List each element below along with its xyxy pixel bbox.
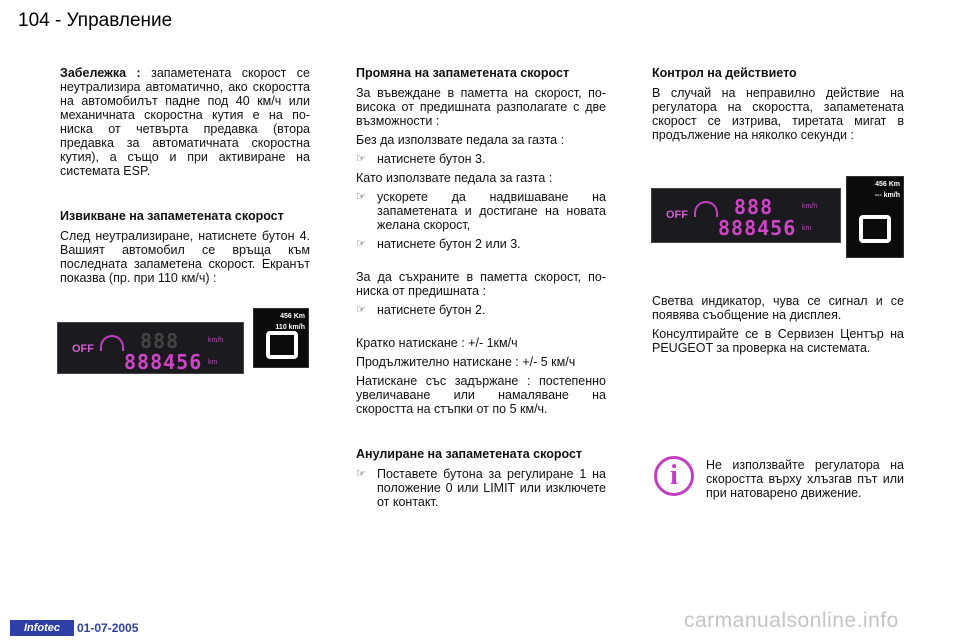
pointing-hand-icon: ☞ [356,304,366,316]
bullet-press-2-3-text: натиснете бутон 2 или 3. [377,237,521,251]
speed-limiter-icon: OFF [666,209,688,221]
note-paragraph [60,66,310,178]
indicator-text: Светва индикатор, чува се сигнал и се появява съобщение на дисплея. [652,294,904,322]
gear-display-1 [253,308,309,368]
header-separator: - [54,10,62,31]
digits-bottom: 888456 [718,216,797,240]
speed-limiter-icon: OFF [72,343,94,355]
bullet-cancel-text: Поставете бутона за регулиране 1 на положение 0 или LIMIT или изключете от контакт. [377,467,606,509]
mini-line-1: 456 Km [875,181,900,188]
control-heading: Контрол на действието [652,66,797,80]
consult-text: Консултирайте се в Сервизен Център на PEUGEOT за проверка на системата. [652,327,904,355]
pointing-hand-icon: ☞ [356,468,366,480]
drive-gear-icon [859,215,891,243]
change-intro: За въвеждане в паметта на скорост, по-висока от предишната разполагате с две възможности : [356,86,606,128]
speedometer-icon [694,201,718,217]
digits-top: 888 [734,195,774,219]
gear-display-2 [846,176,904,258]
column-left [60,66,310,290]
drive-gear-icon [266,331,298,359]
unit-speed: km/h [208,337,224,344]
instrument-display-2 [651,188,841,243]
bullet-press-2 [356,303,606,317]
column-right [652,66,904,147]
unit-distance: km [208,359,218,366]
section-title: Управление [66,10,173,31]
bullet-accelerate-text: ускорете да надвишаване на запаметената и достигане на новата желана скорост, [377,190,606,232]
recall-heading: Извикване на запаметената скорост [60,209,284,223]
short-press-text: Кратко натискане : +/- 1км/ч [356,336,518,350]
bullet-accelerate [356,190,606,232]
change-heading: Промяна на запаметената скорост [356,66,570,80]
with-pedal-text: Като използвате педала за газта : [356,171,553,185]
bullet-cancel [356,467,606,509]
infotec-logo: Infotec [10,620,74,636]
pointing-hand-icon: ☞ [356,191,366,203]
long-press-text: Продължително натискане : +/- 5 км/ч [356,355,576,369]
column-right-lower [652,294,904,360]
bullet-press-2-text: натиснете бутон 2. [377,303,486,317]
bullet-press-2-3 [356,237,606,251]
warning-note: Не използвайте регулатора на скоростта върху хлъзгав път или при натоварено движение. [706,458,904,500]
hold-press-text: Натискане със задържане : постепенно увеличаване или намаляване на скоростта на стъпки от по 5 км/ч. [356,374,606,416]
note-label: Забележка : [60,66,141,80]
digits-bottom: 888456 [124,350,203,374]
page-header [18,10,172,32]
note-text: запаметената скорост се неутрализира автоматично, ако скоростта на автомобилът падне под 40 км/ч или механичната скоростна кутия е на по-ниска от четвърта предавка (втора предавка за автоматичната скоростна кутия), а също и при активиране на системата ESP. [60,66,310,178]
page-number: 104 [18,10,50,31]
bullet-press-3-text: натиснете бутон 3. [377,152,486,166]
recall-text: След неутрализиране, натиснете бутон 4. Вашият автомобил се връща към последната запаметена скорост. Екранът показва (пр. при 110 км/ч) : [60,229,310,285]
info-icon: i [654,456,694,496]
digits-top: 888 [140,329,180,353]
bullet-press-3 [356,152,606,166]
mini-line-2: 110 km/h [275,324,305,331]
unit-distance: km [802,225,812,232]
pointing-hand-icon: ☞ [356,238,366,250]
no-pedal-text: Без да използвате педала за газта : [356,133,565,147]
footer-date: 01-07-2005 [77,621,139,635]
mini-line-2: --- km/h [874,192,900,199]
control-text: В случай на неправилно действие на регулатора на скоростта, запаметената скорост се изтрива, тиретата мигат в продължение на няколко секунди : [652,86,904,142]
speedometer-icon [100,335,124,351]
lower-intro: За да съхраните в паметта скорост, по-ниска от предишната : [356,270,606,298]
pointing-hand-icon: ☞ [356,153,366,165]
watermark: carmanualsonline.info [684,609,899,632]
mini-line-1: 456 Km [280,313,305,320]
unit-speed: km/h [802,203,818,210]
column-middle [356,66,606,514]
cancel-heading: Анулиране на запаметената скорост [356,447,583,461]
instrument-display-1 [57,322,244,374]
